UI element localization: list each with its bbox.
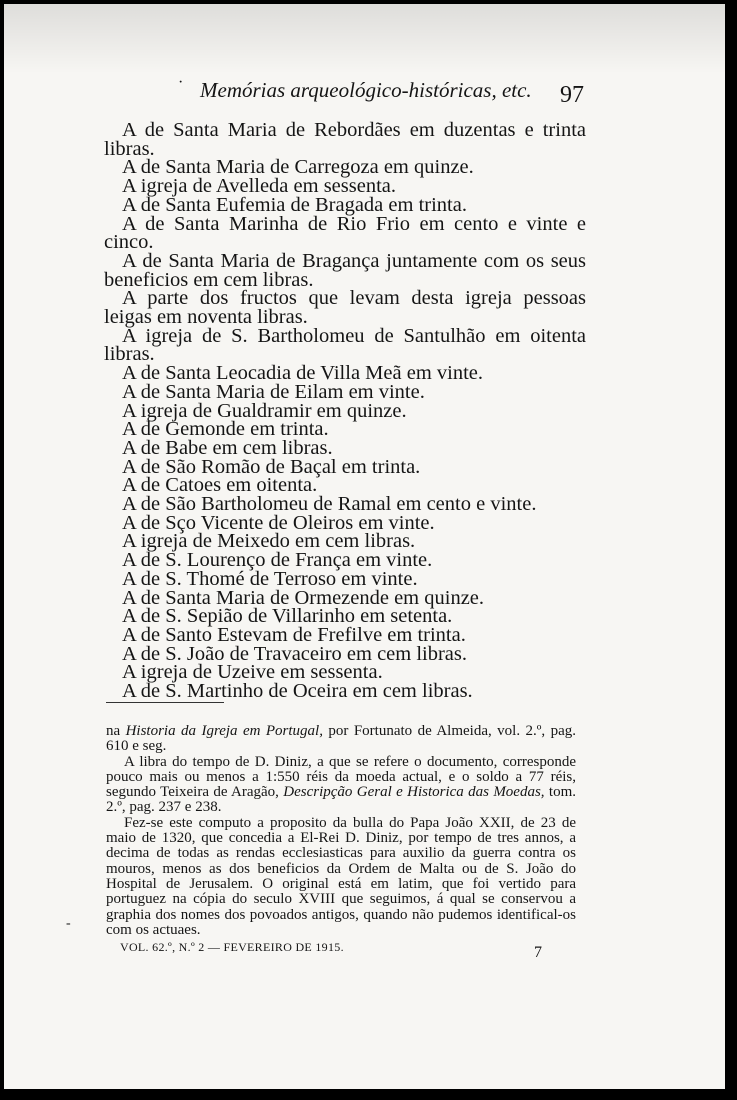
list-item: A de Santa Maria de Eilam em vinte. [122,380,425,403]
list-item: A de Santa Eufemia de Bragada em trinta. [122,193,467,216]
footnote-text: por Fortunato de Almeida, vol. 2.º, pag. 610 e seg. [106,723,576,755]
footnote-divider [106,702,224,703]
list-item: A igreja de Avelleda em sessenta. [122,175,396,198]
footnote-text: tom. 2.º, pag. 237 e 238. [106,784,576,816]
list-item: A de S. Martinho de Oceira em cem libras. [122,680,473,703]
footnote-text: A libra do tempo de D. Diniz, a que se refere o documento, corresponde pouco mais ou menos a 1:550 réis da moeda actual, e o soldo a 77 réis, segundo Teixeira de Aragão, [106,753,576,801]
main-text [104,121,586,701]
footnote-continued [106,724,576,755]
header-title: Memórias arqueológico-históricas, etc. [200,78,532,102]
footnote-computo: Fez-se este computo a proposito da bulla do Papa João XXII, de 23 de maio de 1320, que concedia a El-Rei D. Diniz, por tempo de tres annos, a decima de todas as rendas ecclesiasticas para auxilio da guerra contra os mouros, menos as dos beneficios da Ordem de Malta ou de S. João do Hospital de Jerusalem. O original está em latim, que foi vertido para portuguez na cópia do seculo XVIII que seguimos, á qual se conservou a graphia dos nomes dos povoados antigos, quando não pudemos identifical-os com os actuaes. [106,814,576,938]
issue-line: VOL. 62.º, N.º 2 — FEVEREIRO DE 1915. [120,940,344,954]
list-item: A de Sço Vicente de Oleiros em vinte. [122,511,435,534]
list-item: A igreja de Meixedo em cem libras. [122,530,416,553]
list-item: A de Santa Maria de Rebordães em duzentas e trinta libras. [104,119,586,160]
header-mark: · [178,74,184,91]
list-item: A igreja de Gualdramir em quinze. [122,399,407,422]
margin-mark: - [66,916,71,931]
footnote-citation-title: Historia da Igreja em Portugal, [125,723,323,739]
list-item: A de Gemonde em trinta. [122,418,329,441]
list-item: A de São Romão de Baçal em trinta. [122,455,421,478]
list-item: A de Babe em cem libras. [122,436,333,459]
list-item: A de S. Sepião de Villarinho em setenta. [122,605,453,628]
running-header [4,4,725,114]
list-item: A de Catoes em oitenta. [122,474,318,497]
signature-mark: 7 [534,944,542,961]
footnote-text: na [106,723,126,739]
footer [4,934,725,974]
list-item: A igreja de S. Bartholomeu de Santulhão em oitenta libras. [104,324,586,366]
list-item: A de Santa Leocadia de Villa Meã em vinte. [122,362,484,385]
list-item: A igreja de Uzeive em sessenta. [122,661,383,684]
footnote-citation-title: Descripção Geral e Historica das Moedas, [283,784,545,801]
page-number: 97 [560,82,584,108]
list-item: A de S. João de Travaceiro em cem libras. [122,642,468,665]
footnotes [106,724,576,938]
list-item: A de Santa Maria de Ormezende em quinze. [122,586,485,609]
list-item: A de Santa Maria de Bragança juntamente com os seus beneficios em cem libras. [104,249,586,291]
footnote-libra [106,755,576,816]
list-item: A de S. Lourenço de França em vinte. [122,549,433,572]
page [4,4,725,1089]
list-item: A de Santa Marinha de Rio Frio em cento e vinte e cinco. [104,212,586,254]
list-item: A de Santo Estevam de Frefilve em trinta. [122,623,466,646]
list-item: A de Santa Maria de Carregoza em quinze. [122,156,474,179]
list-item: A parte dos fructos que levam desta igreja pessoas leigas em noventa libras. [104,287,586,329]
list-item: A de S. Thomé de Terroso em vinte. [122,567,418,590]
list-item: A de São Bartholomeu de Ramal em cento e vinte. [122,493,537,516]
